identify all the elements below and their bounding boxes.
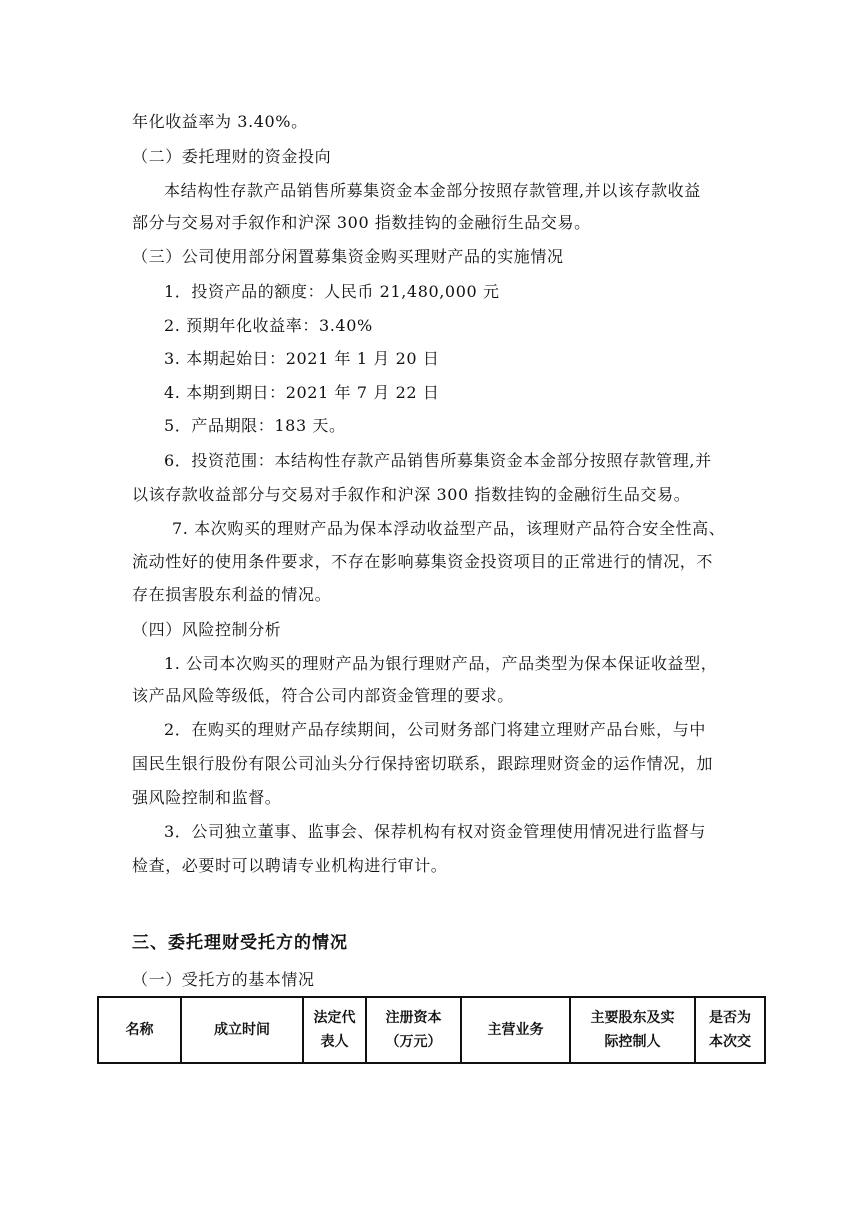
line-15: 存在损害股东利益的情况。 (132, 585, 332, 604)
table-header-row (98, 997, 765, 1063)
line-4: 部分与交易对手叙作和沪深 300 指数挂钩的金融衍生品交易。 (132, 213, 591, 232)
header-legal-representative: 法定代 表人 (303, 997, 366, 1063)
line-13: 7. 本次购买的理财产品为保本浮动收益型产品，该理财产品符合安全性高、 (172, 519, 726, 538)
line-10: 5．产品期限：183 天。 (164, 416, 346, 435)
header-main-business: 主营业务 (461, 997, 570, 1063)
line-16: （四）风险控制分析 (132, 620, 282, 639)
line-6: 1．投资产品的额度：人民币 21,480,000 元 (164, 282, 500, 301)
line-1: 年化收益率为 3.40%。 (132, 112, 308, 131)
header-major-shareholders: 主要股东及实 际控制人 (570, 997, 695, 1063)
line-23: 检查，必要时可以聘请专业机构进行审计。 (132, 856, 448, 875)
line-7: 2. 预期年化收益率：3.40% (164, 316, 373, 335)
trustee-info-table (97, 996, 766, 1064)
header-registered-capital: 注册资本 （万元） (366, 997, 461, 1063)
line-22: 3．公司独立董事、监事会、保荐机构有权对资金管理使用情况进行监督与 (164, 822, 706, 841)
header-established-date: 成立时间 (181, 997, 303, 1063)
line-18: 该产品风险等级低，符合公司内部资金管理的要求。 (132, 686, 514, 705)
line-5: （三）公司使用部分闲置募集资金购买理财产品的实施情况 (132, 247, 564, 266)
line-2: （二）委托理财的资金投向 (132, 147, 332, 166)
line-20: 国民生银行股份有限公司汕头分行保持密切联系，跟踪理财资金的运作情况，加 (132, 754, 714, 773)
line-12: 以该存款收益部分与交易对手叙作和沪深 300 指数挂钩的金融衍生品交易。 (132, 485, 691, 504)
header-name: 名称 (98, 997, 181, 1063)
section-heading: 三、委托理财受托方的情况 (132, 933, 348, 953)
line-8: 3. 本期起始日：2021 年 1 月 20 日 (164, 349, 440, 368)
line-14: 流动性好的使用条件要求，不存在影响募集资金投资项目的正常进行的情况，不 (132, 552, 714, 571)
line-3: 本结构性存款产品销售所募集资金本金部分按照存款管理,并以该存款收益 (164, 181, 701, 200)
line-17: 1. 公司本次购买的理财产品为银行理财产品，产品类型为保本保证收益型， (164, 654, 718, 673)
line-9: 4. 本期到期日：2021 年 7 月 22 日 (164, 383, 440, 402)
line-11: 6．投资范围：本结构性存款产品销售所募集资金本金部分按照存款管理,并 (164, 451, 712, 470)
header-related-transaction: 是否为 本次交 (695, 997, 765, 1063)
line-19: 2．在购买的理财产品存续期间，公司财务部门将建立理财产品台账，与中 (164, 720, 706, 739)
line-21: 强风险控制和监督。 (132, 788, 282, 807)
subsection-heading: （一）受托方的基本情况 (132, 970, 315, 989)
